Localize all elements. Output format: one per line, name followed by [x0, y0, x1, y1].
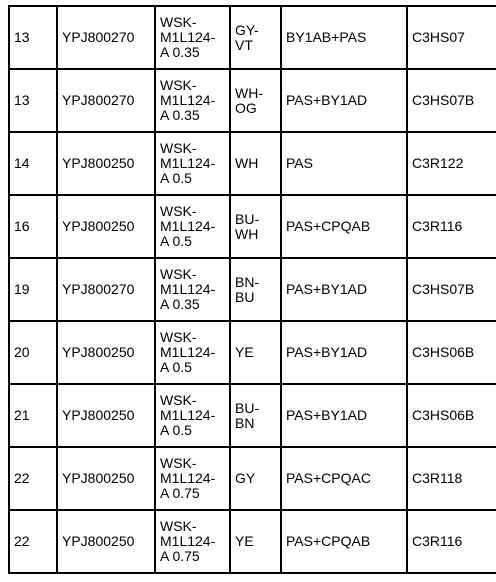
cell-number: 21 — [9, 384, 57, 447]
cell-terminal: C3HS07 — [407, 6, 496, 69]
table-row — [9, 195, 496, 258]
cell-number: 22 — [9, 510, 57, 573]
cell-number: 22 — [9, 447, 57, 510]
cell-wire-spec: WSK- M1L124- A 0.75 — [155, 510, 230, 573]
table-row — [9, 258, 496, 321]
table-row — [9, 321, 496, 384]
cell-connection: PAS+CPQAB — [281, 195, 407, 258]
cell-wire-spec: WSK- M1L124- A 0.5 — [155, 384, 230, 447]
cell-part-number: YPJ800250 — [57, 195, 155, 258]
cell-wire-spec: WSK- M1L124- A 0.35 — [155, 69, 230, 132]
cell-part-number: YPJ800250 — [57, 447, 155, 510]
cell-terminal: C3HS06B — [407, 321, 496, 384]
cell-wire-spec: WSK- M1L124- A 0.5 — [155, 321, 230, 384]
cell-part-number: YPJ800270 — [57, 69, 155, 132]
cell-wire-spec: WSK- M1L124- A 0.5 — [155, 132, 230, 195]
cell-connection: PAS+CPQAC — [281, 447, 407, 510]
cell-part-number: YPJ800270 — [57, 258, 155, 321]
cell-part-number: YPJ800270 — [57, 6, 155, 69]
cell-wire-spec: WSK- M1L124- A 0.75 — [155, 447, 230, 510]
cell-wire-color: YE — [230, 510, 281, 573]
table-row — [9, 69, 496, 132]
cell-number: 16 — [9, 195, 57, 258]
cell-number: 14 — [9, 132, 57, 195]
cell-wire-color: YE — [230, 321, 281, 384]
table-row — [9, 384, 496, 447]
cell-terminal: C3HS07B — [407, 258, 496, 321]
cell-connection: PAS+BY1AD — [281, 69, 407, 132]
table-row — [9, 447, 496, 510]
cell-connection: PAS+BY1AD — [281, 258, 407, 321]
cell-connection: PAS+CPQAB — [281, 510, 407, 573]
cell-number: 20 — [9, 321, 57, 384]
cell-wire-spec: WSK- M1L124- A 0.35 — [155, 258, 230, 321]
cell-wire-color: WH — [230, 132, 281, 195]
cell-terminal: C3HS06B — [407, 384, 496, 447]
cell-number: 19 — [9, 258, 57, 321]
cell-part-number: YPJ800250 — [57, 321, 155, 384]
cell-connection: PAS — [281, 132, 407, 195]
cell-part-number: YPJ800250 — [57, 132, 155, 195]
cell-wire-color: WH- OG — [230, 69, 281, 132]
cell-connection: BY1AB+PAS — [281, 6, 407, 69]
cell-terminal: C3R116 — [407, 510, 496, 573]
cell-wire-color: BN- BU — [230, 258, 281, 321]
cell-terminal: C3R116 — [407, 195, 496, 258]
cell-connection: PAS+BY1AD — [281, 384, 407, 447]
cell-wire-color: GY- VT — [230, 6, 281, 69]
cell-wire-color: BU- WH — [230, 195, 281, 258]
cell-part-number: YPJ800250 — [57, 510, 155, 573]
cell-part-number: YPJ800250 — [57, 384, 155, 447]
cell-number: 13 — [9, 6, 57, 69]
cell-wire-color: BU- BN — [230, 384, 281, 447]
cell-terminal: C3HS07B — [407, 69, 496, 132]
table-row — [9, 6, 496, 69]
table-row — [9, 132, 496, 195]
cell-number: 13 — [9, 69, 57, 132]
cell-wire-spec: WSK- M1L124- A 0.5 — [155, 195, 230, 258]
cell-terminal: C3R118 — [407, 447, 496, 510]
cell-wire-color: GY — [230, 447, 281, 510]
table-row — [9, 510, 496, 573]
cell-connection: PAS+BY1AD — [281, 321, 407, 384]
wire-table — [8, 5, 496, 574]
cell-wire-spec: WSK- M1L124- A 0.35 — [155, 6, 230, 69]
cell-terminal: C3R122 — [407, 132, 496, 195]
